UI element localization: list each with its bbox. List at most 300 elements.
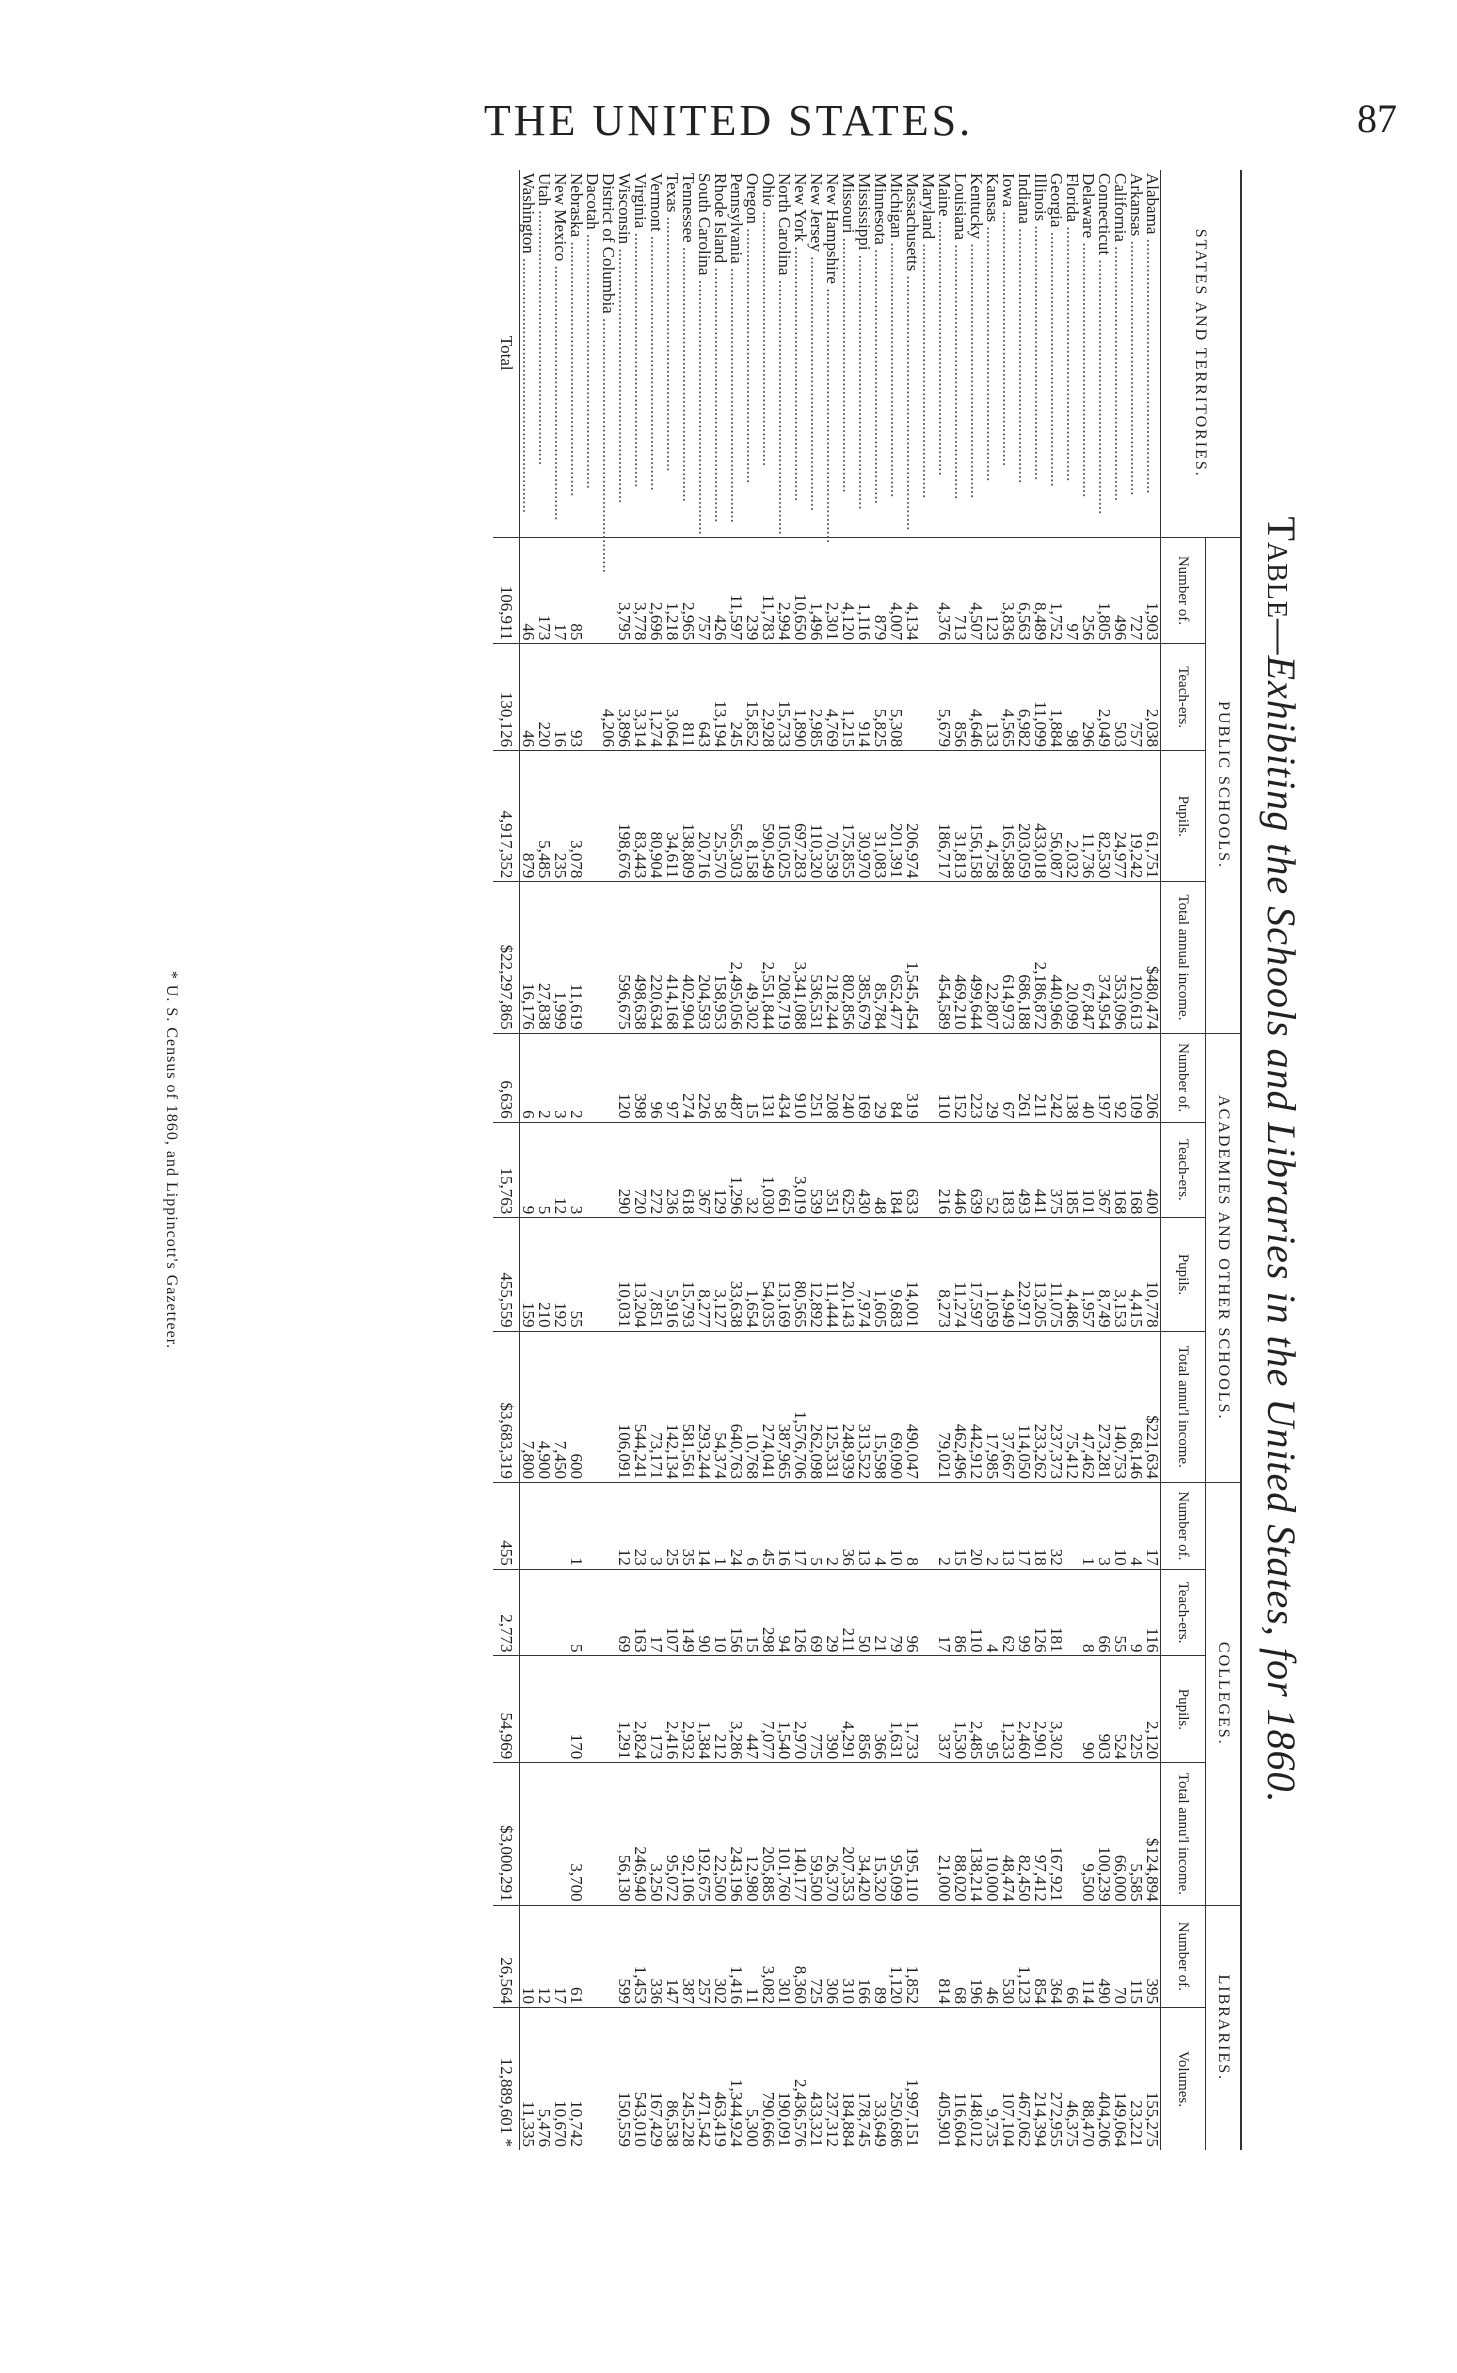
state-name: Alabama [1143,173,1162,235]
value-cell: 21 [872,1569,888,1656]
value-cell: 3,795 [616,537,632,644]
value-cell: 5,825 [872,644,888,751]
group-header-colleges: COLLEGES. [1206,1482,1242,1905]
value-cell: 1,496 [808,537,824,644]
value-cell: 25 [664,1482,680,1569]
state-name-cell: Indiana ............................................................ [1015,173,1034,484]
value-cell: 274 [680,1033,696,1122]
value-cell: 442,912 [968,1331,984,1482]
value-cell: 313,522 [856,1331,872,1482]
value-cell: 220,634 [648,882,664,1033]
value-cell: 69 [616,1569,632,1656]
total-row [493,170,520,2150]
value-cell: 184,884 [840,2007,856,2150]
value-cell: 1,997,151 [904,2007,920,2150]
state-name: Utah [535,173,554,207]
value-cell: 727 [1128,537,1144,644]
value-cell: $480,474 [1144,882,1161,1033]
table-row [760,170,776,2150]
table-row [840,170,856,2150]
state-name: Washington [519,173,538,254]
value-cell: 2 [984,1482,1000,1569]
value-cell: 639 [968,1122,984,1218]
value-cell [520,1763,537,1905]
value-cell: 186,717 [936,751,952,882]
value-cell: 298 [760,1569,776,1656]
value-cell [920,1122,936,1218]
value-cell: 404,206 [1096,2007,1112,2150]
value-cell: 625 [840,1122,856,1218]
value-cell: 79 [888,1569,904,1656]
value-cell: 1,957 [1080,1218,1096,1331]
value-cell: 59,500 [808,1763,824,1905]
table-row [904,170,920,2150]
table-row [680,170,696,2150]
value-cell: 1,890 [792,644,808,751]
value-cell: 467,062 [1016,2007,1032,2150]
table-row [600,170,616,2150]
value-cell: 879 [520,751,537,882]
subheader: Number of. [1161,1033,1206,1122]
value-cell [600,882,616,1033]
value-cell: 31,813 [952,751,968,882]
value-cell: 17 [936,1569,952,1656]
value-cell: 100,239 [1096,1763,1112,1905]
value-cell: 614,973 [1000,882,1016,1033]
value-cell: 90 [696,1569,712,1656]
total-cell: 4,917,352 [493,751,520,882]
total-cell: 6,636 [493,1033,520,1122]
value-cell: 20,716 [696,751,712,882]
state-name: Georgia [1047,173,1066,228]
value-cell: 600 [568,1331,584,1482]
value-cell: 441 [1032,1122,1048,1218]
value-cell [904,644,920,751]
value-cell: 414,168 [664,882,680,1033]
value-cell: 1,733 [904,1656,920,1763]
footnote: * U. S. Census of 1860, and Lippincott's Gazetteer. [163,970,180,1350]
rotated-table-block [140,170,1320,2150]
value-cell: 1,540 [776,1656,792,1763]
value-cell: 5,308 [888,644,904,751]
value-cell: 142,134 [664,1331,680,1482]
value-cell: 125,331 [824,1331,840,1482]
value-cell: 539 [808,1122,824,1218]
value-cell: 426 [712,537,728,644]
value-cell: 235 [552,751,568,882]
value-cell [920,1763,936,1905]
subheader: Total annual income. [1161,882,1206,1033]
value-cell: 17,597 [968,1218,984,1331]
value-cell: 1,059 [984,1218,1000,1331]
value-cell: 8,273 [936,1218,952,1331]
value-cell [920,1569,936,1656]
state-name: District of Columbia [599,173,618,314]
value-cell: 306 [824,1905,840,2007]
value-cell: 126 [792,1569,808,1656]
value-cell: 226 [696,1033,712,1122]
value-cell: 487 [728,1033,744,1122]
value-cell: 503 [1112,644,1128,751]
value-cell: 530 [1000,1905,1016,2007]
state-name-cell: New Mexico ............................................................ [551,173,570,521]
value-cell: 196 [968,1905,984,2007]
value-cell: 10 [712,1569,728,1656]
value-cell: 75,412 [1064,1331,1080,1482]
value-cell: 66,000 [1112,1763,1128,1905]
value-cell: 2,824 [632,1656,648,1763]
value-cell [552,1763,568,1905]
value-cell: 1,631 [888,1656,904,1763]
table-row [792,170,808,2150]
value-cell: 208,719 [776,882,792,1033]
state-name: New Jersey [807,173,826,252]
value-cell: 152 [952,1033,968,1122]
state-name-cell: Arkansas ............................................................ [1127,173,1146,496]
value-cell: 69,090 [888,1331,904,1482]
value-cell: 599 [616,1905,632,2007]
value-cell: 33,638 [728,1218,744,1331]
value-cell: 105,025 [776,751,792,882]
value-cell: 8,360 [792,1905,808,2007]
subheader: Total annu'l income. [1161,1331,1206,1482]
value-cell: 169 [856,1033,872,1122]
value-cell: 99 [1016,1569,1032,1656]
value-cell [600,1569,616,1656]
state-name: Louisiana [951,173,970,241]
value-cell: 697,283 [792,751,808,882]
value-cell: 158,953 [712,882,728,1033]
value-cell: 3 [568,1122,584,1218]
value-cell: 55 [1112,1569,1128,1656]
value-cell [920,1482,936,1569]
value-cell [584,1763,600,1905]
value-cell: 223 [968,1033,984,1122]
value-cell: 398 [632,1033,648,1122]
value-cell: 56,130 [616,1763,632,1905]
value-cell: 374,954 [1096,882,1112,1033]
value-cell: 367 [1096,1122,1112,1218]
value-cell: 67,847 [1080,882,1096,1033]
value-cell: 3,064 [664,644,680,751]
value-cell: 640,763 [728,1331,744,1482]
value-cell: 17 [792,1482,808,1569]
state-name-cell: Michigan ............................................................ [887,173,906,498]
value-cell: 116,604 [952,2007,968,2150]
value-cell: 106,091 [616,1331,632,1482]
state-name: Vermont [647,173,666,232]
value-cell: 5 [536,1122,552,1218]
value-cell: 811 [680,644,696,751]
value-cell: 48 [872,1122,888,1218]
value-cell: 272,955 [1048,2007,1064,2150]
value-cell: 4,120 [840,537,856,644]
total-cell: 12,889,601 * [493,2007,520,2150]
value-cell [600,751,616,882]
value-cell [536,1763,552,1905]
value-cell: 366 [872,1656,888,1763]
value-cell: 68 [952,1905,968,2007]
state-name-cell: Pennsylvania ............................................................ [727,173,746,523]
value-cell: 29 [824,1569,840,1656]
table-row [856,170,872,2150]
value-cell [584,1033,600,1122]
value-cell: 70 [1112,1905,1128,2007]
state-name-cell: Tennessee ............................................................ [679,173,698,502]
value-cell: 2,551,844 [760,882,776,1033]
value-cell: 390 [824,1656,840,1763]
value-cell: 156,158 [968,751,984,882]
value-cell: 54,035 [760,1218,776,1331]
total-cell: 15,763 [493,1122,520,1218]
value-cell: 21,000 [936,1763,952,1905]
value-cell: 40 [1080,1033,1096,1122]
page-header [0,95,1457,155]
value-cell: 114,050 [1016,1331,1032,1482]
table-row [1000,170,1016,2150]
value-cell: 8 [1080,1569,1096,1656]
state-name: Pennsylvania [727,173,746,264]
value-cell [584,751,600,882]
value-cell: 757 [696,537,712,644]
value-cell [600,1763,616,1905]
value-cell: 33,649 [872,2007,888,2150]
value-cell: 6 [520,1033,537,1122]
value-cell: 293,244 [696,1331,712,1482]
total-cell: 455,559 [493,1218,520,1331]
table-row [712,170,728,2150]
value-cell: 14 [696,1482,712,1569]
value-cell: 1 [1080,1482,1096,1569]
value-cell: 166 [856,1905,872,2007]
value-cell: 14,001 [904,1218,920,1331]
page-number: 87 [1357,96,1397,141]
value-cell: 163 [632,1569,648,1656]
state-name: California [1111,173,1130,242]
table-row [632,170,648,2150]
state-name-cell: Minnesota ............................................................ [871,173,890,505]
value-cell: 395 [1144,1905,1161,2007]
value-cell: 581,561 [680,1331,696,1482]
value-cell: 9,500 [1080,1763,1096,1905]
state-name: Rhode Island [711,173,730,264]
state-name: Iowa [999,173,1018,207]
value-cell: 207,353 [840,1763,856,1905]
value-cell: 6,982 [1016,644,1032,751]
state-name-cell: Maryland ............................................................ [919,173,938,499]
total-cell: 130,126 [493,644,520,751]
value-cell: 257 [696,1905,712,2007]
value-cell: 5,679 [936,644,952,751]
value-cell: 129 [712,1122,728,1218]
value-cell: 85 [568,537,584,644]
value-cell: 446 [952,1122,968,1218]
value-cell: 138,214 [968,1763,984,1905]
value-cell: 2,485 [968,1656,984,1763]
value-cell: 272 [648,1122,664,1218]
state-name-cell: Mississippi ............................................................ [855,173,874,510]
value-cell: 3 [552,1033,568,1122]
table-row [728,170,744,2150]
value-cell: 10,778 [1144,1218,1161,1331]
value-cell: 454,589 [936,882,952,1033]
value-cell: 17 [552,537,568,644]
value-cell: 1,884 [1048,644,1064,751]
value-cell: 1,274 [648,644,664,751]
value-cell: 47,462 [1080,1331,1096,1482]
value-cell: 1,123 [1016,1905,1032,2007]
value-cell: 757 [1128,644,1144,751]
value-cell: 1,233 [1000,1656,1016,1763]
value-cell: 15 [952,1482,968,1569]
value-cell [600,1122,616,1218]
value-cell: 1,545,454 [904,882,920,1033]
table-row [520,170,537,2150]
value-cell: 1,852 [904,1905,920,2007]
state-name-cell: Illinois ............................................................ [1031,173,1050,481]
value-cell: 367 [696,1122,712,1218]
value-cell: 2 [936,1482,952,1569]
value-cell: 83,443 [632,751,648,882]
value-cell: 17 [552,1905,568,2007]
value-cell [920,1033,936,1122]
value-cell: 203,059 [1016,751,1032,882]
state-name: Virginia [631,173,650,229]
value-cell: 9 [520,1122,537,1218]
value-cell: 3,836 [1000,537,1016,644]
value-cell: 29 [872,1033,888,1122]
state-name: Minnesota [871,173,890,245]
value-cell: 5,585 [1128,1763,1144,1905]
value-cell: 192,675 [696,1763,712,1905]
table-row [1112,170,1128,2150]
value-cell: 218,244 [824,882,840,1033]
value-cell: 216 [936,1122,952,1218]
value-cell: 5,916 [664,1218,680,1331]
state-column-header: STATES AND TERRITORIES. [1161,170,1242,537]
table-row [664,170,680,2150]
table-row [776,170,792,2150]
value-cell: 173 [536,537,552,644]
value-cell: 5,300 [744,2007,760,2150]
subheader: Teach-ers. [1161,1569,1206,1656]
value-cell: 2,032 [1064,751,1080,882]
value-cell: 62 [1000,1569,1016,1656]
value-cell: 173 [648,1656,664,1763]
value-cell: 524 [1112,1656,1128,1763]
value-cell: 165,588 [1000,751,1016,882]
value-cell [600,1905,616,2007]
value-cell: 387,965 [776,1331,792,1482]
value-cell: 131 [760,1033,776,1122]
table-row [888,170,904,2150]
value-cell: 88,470 [1080,2007,1096,2150]
value-cell [584,882,600,1033]
value-cell: 36 [840,1482,856,1569]
value-cell: 192 [552,1218,568,1331]
value-cell: 1,752 [1048,537,1064,644]
value-cell: 2,901 [1032,1656,1048,1763]
value-cell: 11,444 [824,1218,840,1331]
value-cell: 155,275 [1144,2007,1161,2150]
value-cell: 720 [632,1122,648,1218]
value-cell: 82,450 [1016,1763,1032,1905]
value-cell: 471,542 [696,2007,712,2150]
value-cell: 4,565 [1000,644,1016,751]
value-cell [584,1122,600,1218]
value-cell: 10,650 [792,537,808,644]
value-cell: 147 [664,1905,680,2007]
value-cell: 205,885 [760,1763,776,1905]
value-cell: 46,375 [1064,2007,1080,2150]
value-cell: 178,745 [856,2007,872,2150]
value-cell: 159 [520,1218,537,1331]
value-cell: 37,667 [1000,1331,1016,1482]
value-cell: 3,019 [792,1122,808,1218]
value-cell: 123 [984,537,1000,644]
value-cell: 168 [1112,1122,1128,1218]
value-cell [584,644,600,751]
value-cell: 73,171 [648,1331,664,1482]
group-header-libraries: LIBRARIES. [1206,1905,1242,2150]
value-cell: 204,593 [696,882,712,1033]
value-cell: 183 [1000,1122,1016,1218]
value-cell: 116 [1144,1569,1161,1656]
value-cell: 20,143 [840,1218,856,1331]
value-cell: 126 [1032,1569,1048,1656]
total-cell: 455 [493,1482,520,1569]
value-cell: 34,420 [856,1763,872,1905]
value-cell: 2,932 [680,1656,696,1763]
value-cell: 3,250 [648,1763,664,1905]
state-name-cell: Oregon ............................................................ [743,173,762,484]
state-name: New York [791,173,810,242]
value-cell: 29 [984,1033,1000,1122]
value-cell: 197 [1096,1033,1112,1122]
total-cell: $3,683,319 [493,1331,520,1482]
value-cell: 8 [904,1482,920,1569]
value-cell [584,1656,600,1763]
value-cell: 1,116 [856,537,872,644]
state-name: Ohio [759,173,778,207]
value-cell: 790,666 [760,2007,776,2150]
state-name-cell: Vermont ............................................................ [647,173,666,491]
table-row [1032,170,1048,2150]
value-cell: 190,091 [776,2007,792,2150]
value-cell: 12 [552,1122,568,1218]
value-cell: 310 [840,1905,856,2007]
value-cell: 10 [1112,1482,1128,1569]
value-cell: 4,291 [840,1656,856,1763]
table-row [536,170,552,2150]
schools-libraries-table [493,170,1242,2150]
value-cell: 385,679 [856,882,872,1033]
value-cell: 3,127 [712,1218,728,1331]
value-cell [520,1656,537,1763]
group-header-academies: ACADEMIES AND OTHER SCHOOLS. [1206,1033,1242,1482]
state-name: Tennessee [679,173,698,243]
subheader: Volumes. [1161,2007,1206,2150]
state-name-cell: California ............................................................ [1111,173,1130,502]
value-cell: 85,784 [872,882,888,1033]
value-cell: 1,291 [616,1656,632,1763]
value-cell: 52 [984,1122,1000,1218]
value-cell: 3,153 [1112,1218,1128,1331]
value-cell: 140,753 [1112,1331,1128,1482]
value-cell: 120,613 [1128,882,1144,1033]
table-row [824,170,840,2150]
value-cell: 95,072 [664,1763,680,1905]
